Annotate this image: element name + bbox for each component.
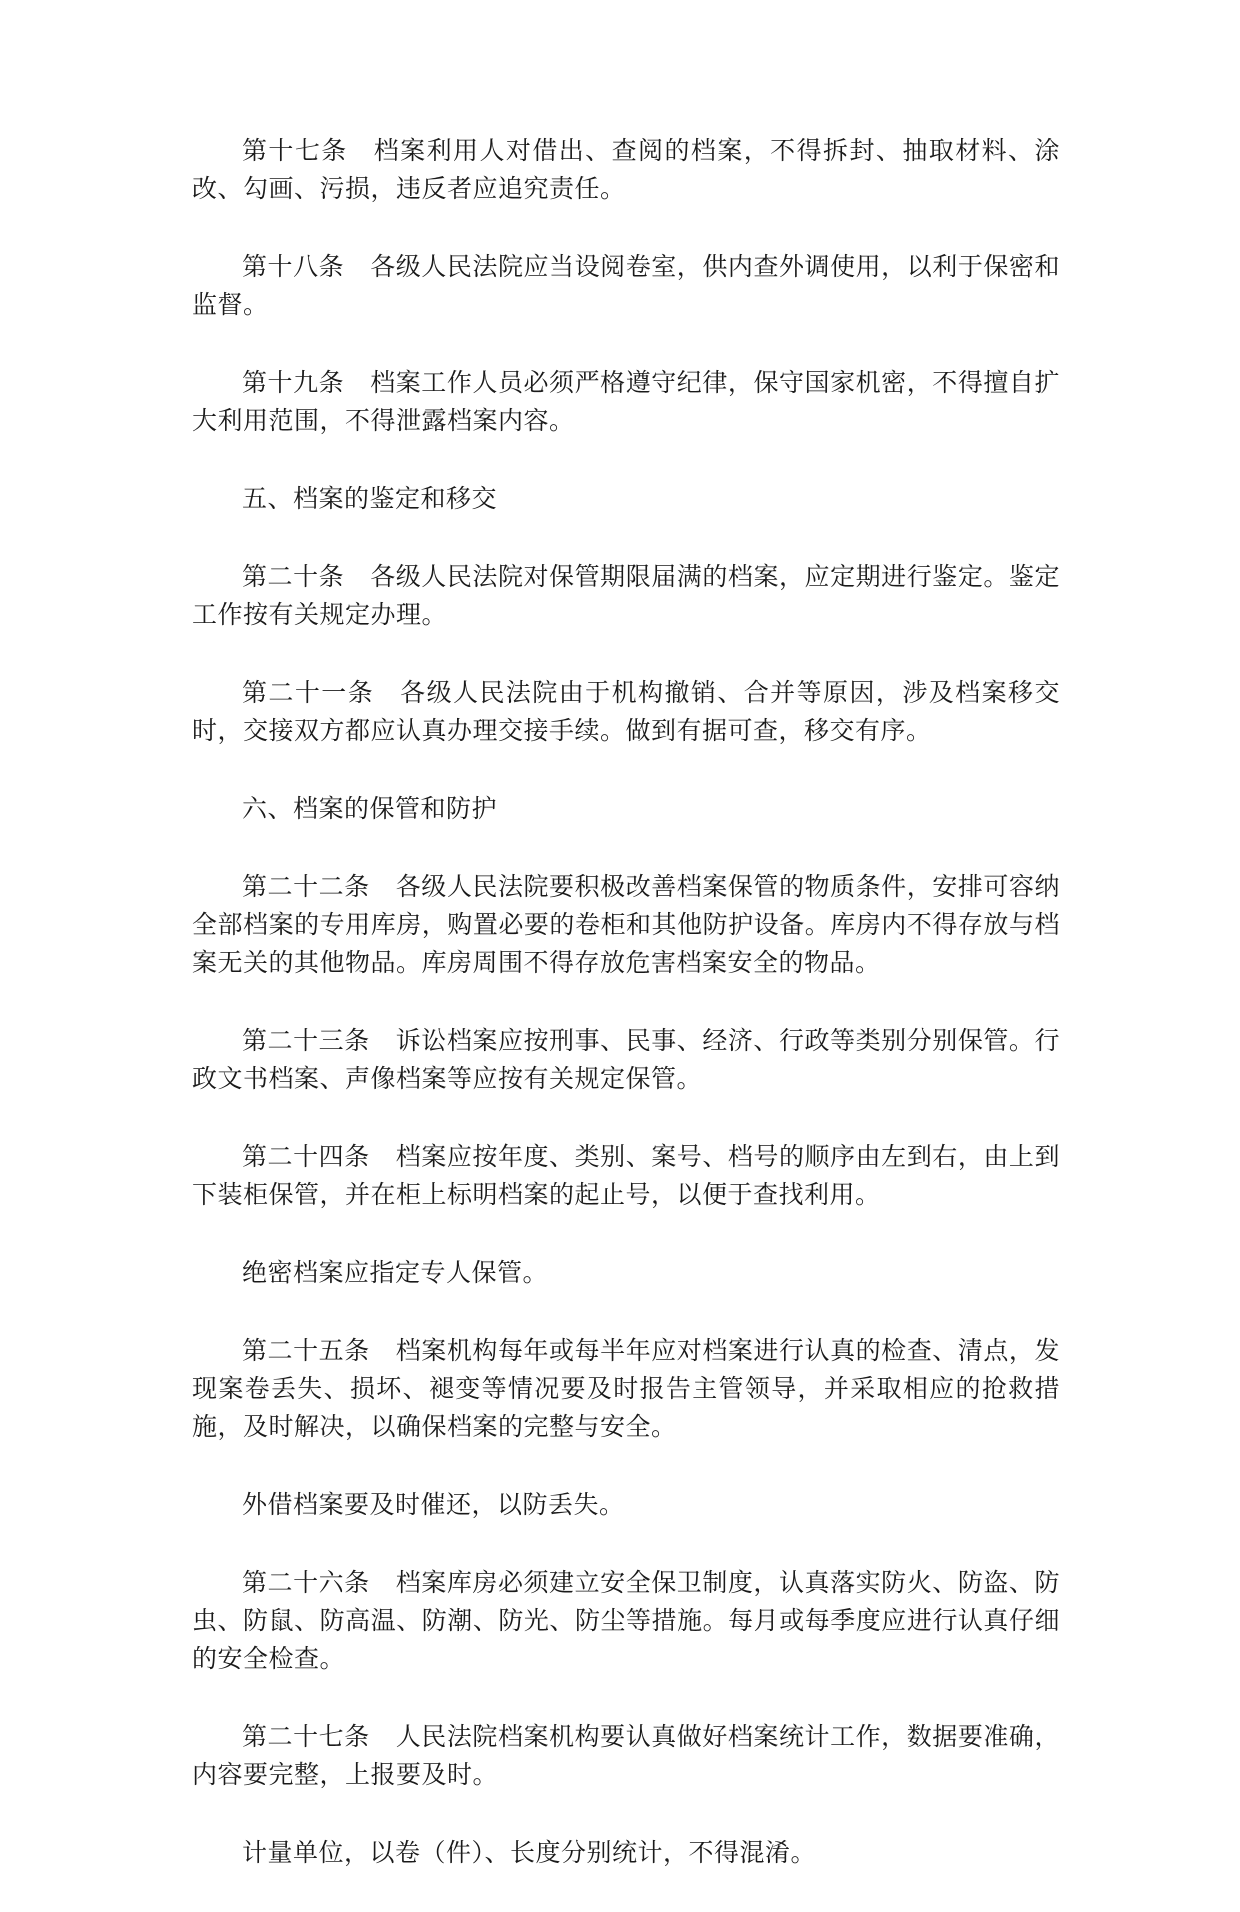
article-18	[192, 248, 1060, 324]
article-24	[192, 1138, 1060, 1214]
plain-paragraph: 外借档案要及时催还，以防丢失。	[242, 1490, 625, 1519]
article-label: 第十八条	[242, 252, 345, 281]
article-label: 第十九条	[242, 368, 345, 397]
section-heading-6: 六、档案的保管和防护	[242, 794, 498, 823]
article-17	[192, 132, 1060, 208]
article-label: 第二十二条	[242, 872, 370, 901]
article-label: 第二十五条	[242, 1336, 370, 1365]
article-27	[192, 1718, 1060, 1794]
article-text: 各级人民法院应当设阅卷室，供内查外调使用，以利于保密和监督。	[192, 252, 1060, 319]
section-heading-5: 五、档案的鉴定和移交	[242, 484, 498, 513]
article-text: 各级人民法院要积极改善档案保管的物质条件，安排可容纳全部档案的专用库房，购置必要的卷柜和其他防护设备。库房内不得存放与档案无关的其他物品。库房周围不得存放危害档案安全的物品。	[192, 872, 1060, 977]
article-label: 第二十三条	[242, 1026, 370, 1055]
article-20	[192, 558, 1060, 634]
article-text: 档案机构每年或每半年应对档案进行认真的检查、清点，发现案卷丢失、损坏、褪变等情况要及时报告主管领导，并采取相应的抢救措施，及时解决，以确保档案的完整与安全。	[192, 1336, 1060, 1441]
article-text: 各级人民法院对保管期限届满的档案，应定期进行鉴定。鉴定工作按有关规定办理。	[192, 562, 1060, 629]
article-text: 档案库房必须建立安全保卫制度，认真落实防火、防盗、防虫、防鼠、防高温、防潮、防光、防尘等措施。每月或每季度应进行认真仔细的安全检查。	[192, 1568, 1060, 1673]
article-label: 第十七条	[242, 136, 348, 165]
article-21	[192, 674, 1060, 750]
plain-paragraph: 计量单位，以卷（件）、长度分别统计，不得混淆。	[242, 1838, 817, 1867]
article-text: 档案应按年度、类别、案号、档号的顺序由左到右，由上到下装柜保管，并在柜上标明档案的起止号，以便于查找利用。	[192, 1142, 1060, 1209]
article-19	[192, 364, 1060, 440]
article-label: 第二十条	[242, 562, 345, 591]
article-label: 第二十一条	[242, 678, 375, 707]
plain-paragraph: 绝密档案应指定专人保管。	[242, 1258, 549, 1287]
article-text: 各级人民法院由于机构撤销、合并等原因，涉及档案移交时，交接双方都应认真办理交接手续。做到有据可查，移交有序。	[192, 678, 1060, 745]
article-text: 档案利用人对借出、查阅的档案，不得拆封、抽取材料、涂改、勾画、污损，违反者应追究责任。	[192, 136, 1060, 203]
article-text: 档案工作人员必须严格遵守纪律，保守国家机密，不得擅自扩大利用范围，不得泄露档案内容。	[192, 368, 1060, 435]
article-text: 诉讼档案应按刑事、民事、经济、行政等类别分别保管。行政文书档案、声像档案等应按有关规定保管。	[192, 1026, 1060, 1093]
article-text: 人民法院档案机构要认真做好档案统计工作，数据要准确，内容要完整，上报要及时。	[192, 1722, 1060, 1789]
article-22	[192, 868, 1060, 982]
article-26	[192, 1564, 1060, 1678]
article-label: 第二十六条	[242, 1568, 370, 1597]
article-23	[192, 1022, 1060, 1098]
document-page	[192, 132, 1060, 1912]
article-label: 第二十四条	[242, 1142, 370, 1171]
article-25	[192, 1332, 1060, 1446]
article-label: 第二十七条	[242, 1722, 370, 1751]
